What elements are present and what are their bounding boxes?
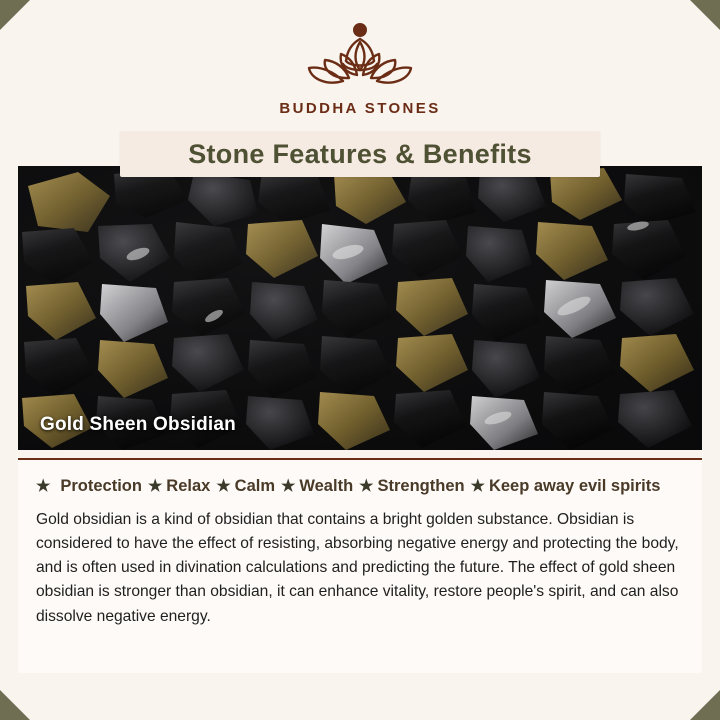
keyword-item: [277, 476, 353, 496]
keyword-list: [36, 476, 684, 496]
description-text: Gold obsidian is a kind of obsidian that contains a bright golden substance. Obsidian is considered to have the effect of resisting, absorbing negative energy and protecting the body, and is often used in divination calculations and predicting the future. The effect of gold sheen obsidian is stronger than obsidian, it can enhance vitality, restore people's spirit, and can also dissolve negative energy.: [36, 511, 679, 625]
corner-decoration-bottom-left: [0, 690, 30, 720]
corner-decoration-top-left: [0, 0, 30, 30]
keyword-label: Relax: [166, 476, 211, 495]
corner-decoration-bottom-right: [690, 690, 720, 720]
page-title-text: Stone Features & Benefits: [188, 138, 532, 169]
corner-decoration-top-right: [690, 0, 720, 30]
brand-name: BUDDHA STONES: [279, 100, 441, 117]
star-icon: ★: [216, 478, 231, 495]
keyword-label: Strengthen: [377, 476, 465, 495]
star-icon: ★: [147, 478, 163, 495]
keyword-label: Keep away evil spirits: [488, 476, 661, 495]
details-panel: [18, 458, 702, 673]
photo-caption: Gold Sheen Obsidian: [40, 414, 236, 435]
lotus-meditation-icon: [0, 18, 720, 94]
keyword-label: Protection: [60, 476, 142, 495]
keyword-item: [467, 476, 661, 496]
keyword-item: [355, 476, 464, 496]
keyword-label: Calm: [234, 476, 276, 495]
page-title: [120, 131, 600, 177]
keyword-item: [36, 476, 142, 496]
brand-block: [0, 18, 720, 117]
keyword-label: Wealth: [299, 476, 354, 495]
star-icon: ★: [359, 478, 374, 495]
star-icon: ★: [281, 478, 296, 495]
star-icon: ★: [36, 478, 51, 495]
keyword-item: [144, 476, 210, 496]
keyword-item: [212, 476, 275, 496]
stone-photo: [18, 166, 702, 450]
star-icon: ★: [470, 478, 485, 495]
